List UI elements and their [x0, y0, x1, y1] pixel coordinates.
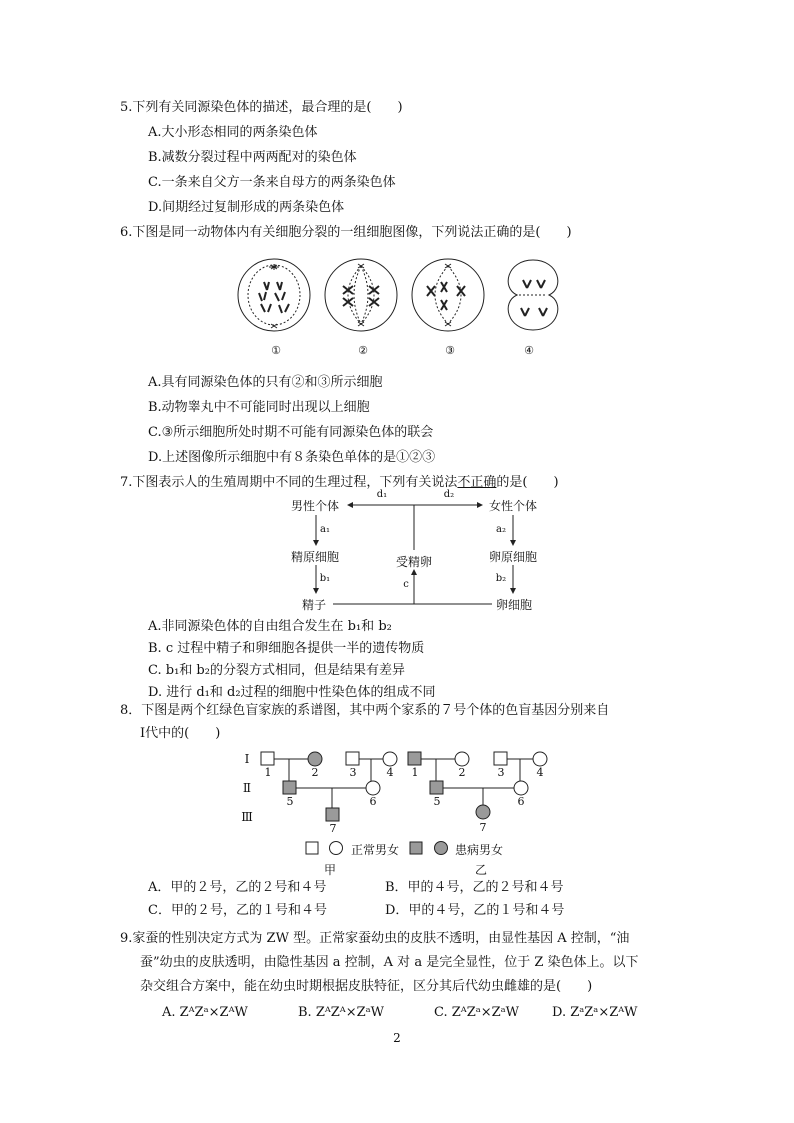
pedigree-b-num-4: 4: [536, 766, 544, 779]
q8-option-c: C．甲的２号，乙的１号和４号: [148, 903, 327, 918]
generation-label-3: Ⅲ: [241, 810, 253, 824]
pedigree-b-1: [408, 752, 421, 765]
legend-normal-female-icon: [330, 842, 343, 855]
generation-label-2: Ⅱ: [242, 781, 252, 795]
pedigree-a-num-5: 5: [286, 795, 294, 808]
page-number: 2: [393, 1031, 401, 1045]
label-spermatogonium: 精原细胞: [290, 550, 339, 564]
label-a2: a₂: [496, 524, 506, 535]
legend-affected-label: 患病男女: [454, 843, 503, 857]
q9-option-a: A. ZᴬZᵃ×ZᴬW: [162, 1005, 248, 1020]
pedigree-a-num-2: 2: [311, 766, 319, 779]
q8-stem-line2: Ⅰ代中的( ): [140, 726, 221, 741]
pedigree-a-4: [383, 752, 397, 766]
pedigree-b-3: [494, 752, 507, 765]
pedigree-a-3: [346, 752, 359, 765]
pedigree-b-num-5: 5: [433, 795, 441, 808]
q5-option-b: B.减数分裂过程中两两配对的染色体: [148, 150, 357, 165]
q5-option-a: A.大小形态相同的两条染色体: [148, 125, 318, 140]
q7-stem-underlined: 不正确: [457, 475, 497, 490]
pedigree-b-num-2: 2: [458, 766, 466, 779]
legend-affected-female-icon: [435, 842, 448, 855]
pedigree-b-5: [430, 781, 443, 794]
generation-label-1: Ⅰ: [244, 752, 250, 766]
pedigree-a-num-1: 1: [264, 766, 272, 779]
q9-option-b: B. ZᴬZᴬ×ZᵃW: [298, 1005, 385, 1020]
q8-option-d: D．甲的４号，乙的１号和４号: [385, 903, 565, 918]
cell-label-1: ①: [271, 344, 281, 357]
q9-stem-line2: 蚕”幼虫的皮肤透明，由隐性基因 a 控制，A 对 a 是完全显性，位于 Z 染色体上。以下: [140, 955, 639, 970]
q7-option-c: C. b₁和 b₂的分裂方式相同，但是结果有差异: [148, 663, 405, 678]
pedigree-a-2: [308, 752, 322, 766]
cell-label-4: ④: [524, 344, 534, 357]
family-b-label: 乙: [474, 863, 487, 877]
pedigree-b-6: [514, 781, 528, 795]
label-sperm: 精子: [301, 598, 326, 612]
pedigree-a-num-3: 3: [349, 766, 357, 779]
q5-option-c: C.一条来自父方一条来自母方的两条染色体: [148, 175, 396, 190]
q6-option-d: D.上述图像所示细胞中有８条染色单体的是①②③: [148, 450, 436, 465]
label-female: 女性个体: [488, 499, 537, 513]
label-zygote: 受精卵: [395, 555, 432, 569]
q5-option-d: D.间期经过复制形成的两条染色体: [148, 200, 345, 215]
pedigree-b-4: [533, 752, 547, 766]
q6-option-a: A.具有同源染色体的只有②和③所示细胞: [148, 375, 383, 390]
q6-option-c: C.③所示细胞所处时期不可能有同源染色体的联会: [148, 425, 434, 440]
cell-label-2: ②: [358, 344, 368, 357]
label-a1: a₁: [320, 524, 330, 535]
pedigree-a-num-7: 7: [329, 822, 337, 835]
family-a-label: 甲: [323, 863, 336, 877]
pedigree-a-num-6: 6: [369, 795, 377, 808]
label-b2: b₂: [495, 573, 507, 584]
label-oogonium: 卵原细胞: [488, 550, 537, 564]
q7-stem-end: 的是( ): [496, 475, 559, 490]
q5-stem: 5.下列有关同源染色体的描述，最合理的是( ): [120, 100, 403, 115]
q9-stem-line3: 杂交组合方案中，能在幼虫时期根据皮肤特征，区分其后代幼虫雌雄的是( ): [140, 979, 593, 994]
q9-option-d: D. ZᵃZᵃ×ZᴬW: [552, 1005, 638, 1020]
legend-affected-male-icon: [410, 842, 422, 854]
q9-option-c: C. ZᴬZᵃ×ZᵃW: [434, 1005, 520, 1020]
pedigree-a-num-4: 4: [386, 766, 394, 779]
pedigree-a-1: [261, 752, 274, 765]
label-d1: d₁: [376, 489, 388, 500]
legend-normal-male-icon: [306, 842, 318, 854]
pedigree-a-6: [366, 781, 380, 795]
pedigree-b-2: [455, 752, 469, 766]
pedigree-a-5: [283, 781, 296, 794]
label-male: 男性个体: [290, 499, 339, 513]
q8-stem-line1: 8．下图是两个红绿色盲家族的系谱图，其中两个家系的７号个体的色盲基因分别来自: [120, 703, 610, 718]
q8-option-b: B．甲的４号，乙的２号和４号: [385, 880, 564, 895]
q9-stem-line1: 9.家蚕的性别决定方式为 ZW 型。正常家蚕幼虫的皮肤不透明，由显性基因 A 控制，“油: [120, 931, 630, 946]
q6-stem: 6.下图是同一动物体内有关细胞分裂的一组细胞图像，下列说法正确的是( ): [120, 225, 572, 240]
label-egg: 卵细胞: [495, 598, 532, 612]
label-c: c: [403, 579, 409, 590]
label-d2: d₂: [443, 489, 455, 500]
cell-label-3: ③: [445, 344, 455, 357]
pedigree-b-num-3: 3: [497, 766, 505, 779]
q7-stem-start: 7.下图表示人的生殖周期中不同的生理过程，下列有关说法: [120, 475, 458, 490]
pedigree-b-num-7: 7: [479, 821, 487, 834]
q7-option-a: A.非同源染色体的自由组合发生在 b₁和 b₂: [148, 619, 392, 634]
pedigree-b-7: [476, 805, 490, 819]
pedigree-a-7: [326, 808, 339, 821]
pedigree-b-num-6: 6: [517, 795, 525, 808]
q7-option-d: D. 进行 d₁和 d₂过程的细胞中性染色体的组成不同: [148, 685, 436, 700]
q7-option-b: B. c 过程中精子和卵细胞各提供一半的遗传物质: [148, 641, 425, 656]
pedigree-b-num-1: 1: [411, 766, 419, 779]
q8-option-a: A．甲的２号，乙的２号和４号: [148, 880, 327, 895]
label-b1: b₁: [319, 573, 331, 584]
q6-option-b: B.动物睾丸中不可能同时出现以上细胞: [148, 400, 370, 415]
legend-normal-label: 正常男女: [350, 843, 399, 857]
